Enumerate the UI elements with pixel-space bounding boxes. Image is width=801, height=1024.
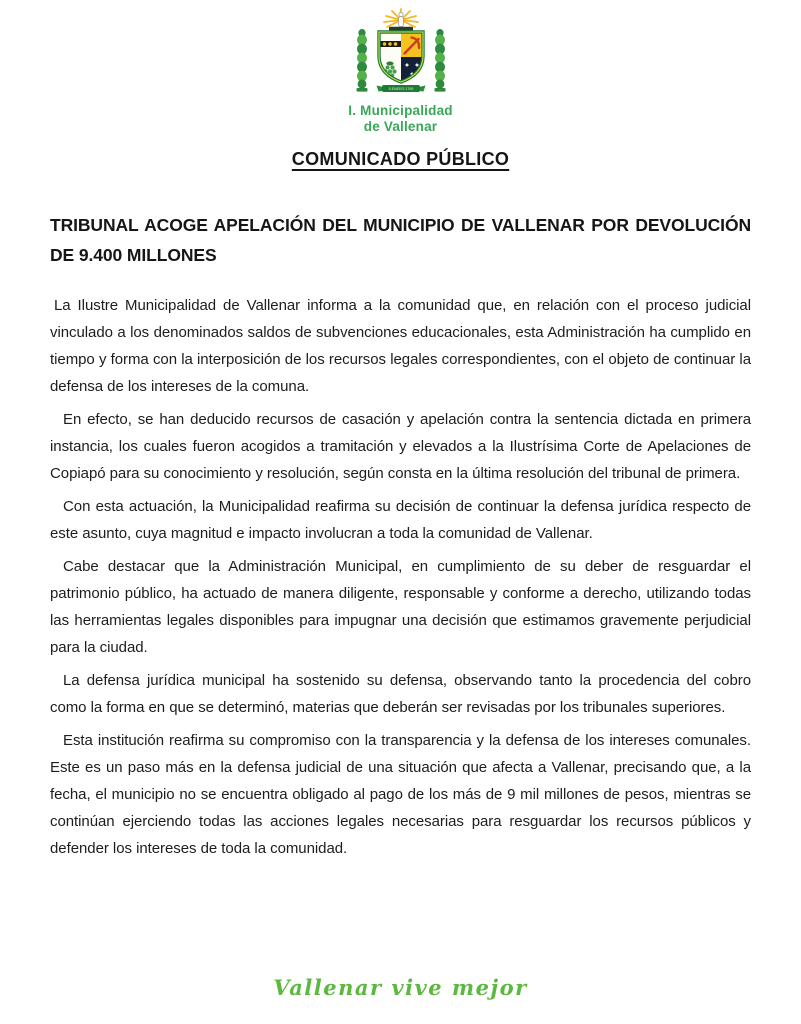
paragraph: Esta institución reafirma su compromiso con la transparencia y la defensa de los intereses comunales. Este es un paso más en la defensa judicial de una situación que afecta a Vallenar, precisando que, a la fecha, el municipio no se encuentra obligado al pago de los más de 9 mil millones de pesos, mientras se continúan ejerciendo todas las acciones legales necesarias para resguardar los recursos públicos y defender los intereses de toda la comunidad.	[50, 732, 751, 857]
document-body	[50, 292, 751, 862]
communique-heading: COMUNICADO PÚBLICO	[291, 149, 510, 169]
heading-wrap	[0, 149, 801, 170]
document-content	[0, 210, 801, 862]
org-name-line1: I. Municipalidad	[348, 103, 453, 118]
statue-icon	[398, 12, 403, 26]
municipal-crest-icon	[337, 8, 465, 96]
org-name-line2: de Vallenar	[363, 119, 438, 134]
slogan-text: Vallenar vive mejor	[273, 975, 528, 1000]
paragraph: En efecto, se han deducido recursos de casación y apelación contra la sentencia dictada en primera instancia, los cuales fueron acogidos a tramitación y elevados a la Ilustrísima Corte de Apelaciones de Copiapó para su conocimiento y resolución, según consta en la última resolución del tribunal de primera.	[50, 411, 751, 482]
org-name	[0, 103, 801, 135]
laurel-column-left	[356, 29, 367, 92]
laurel-column-right	[434, 29, 445, 92]
document-title: TRIBUNAL ACOGE APELACIÓN DEL MUNICIPIO DE VALLENAR POR DEVOLUCIÓN DE 9.400 MILLONES	[50, 215, 751, 265]
crest-block	[0, 0, 801, 135]
crest-banner-text: 5 ENERO 1789	[388, 87, 413, 92]
paragraph: Con esta actuación, la Municipalidad reafirma su decisión de continuar la defensa jurídica respecto de este asunto, cuya magnitud e impacto involucran a toda la comunidad de Vallenar.	[50, 498, 751, 542]
paragraph: La Ilustre Municipalidad de Vallenar informa a la comunidad que, en relación con el proceso judicial vinculado a los denominados saldos de subvenciones educacionales, esta Administración ha cumplido en tiempo y forma con la interposición de los recursos legales correspondientes, con el objeto de continuar la defensa de los intereses de la comuna.	[50, 297, 751, 395]
crest-banner	[376, 85, 425, 92]
paragraph: La defensa jurídica municipal ha sostenido su defensa, observando tanto la procedencia del cobro como la forma en que se determinó, materias que deberán ser revisadas por los tribunales superiores.	[50, 672, 751, 716]
paragraph: Cabe destacar que la Administración Municipal, en cumplimiento de su deber de resguardar el patrimonio público, ha actuado de manera diligente, responsable y conforme a derecho, utilizando todas las herramientas legales disponibles para impugnar una decisión que estimamos gravemente perjudicial para la ciudad.	[50, 558, 751, 656]
shield-quarters	[379, 32, 423, 84]
